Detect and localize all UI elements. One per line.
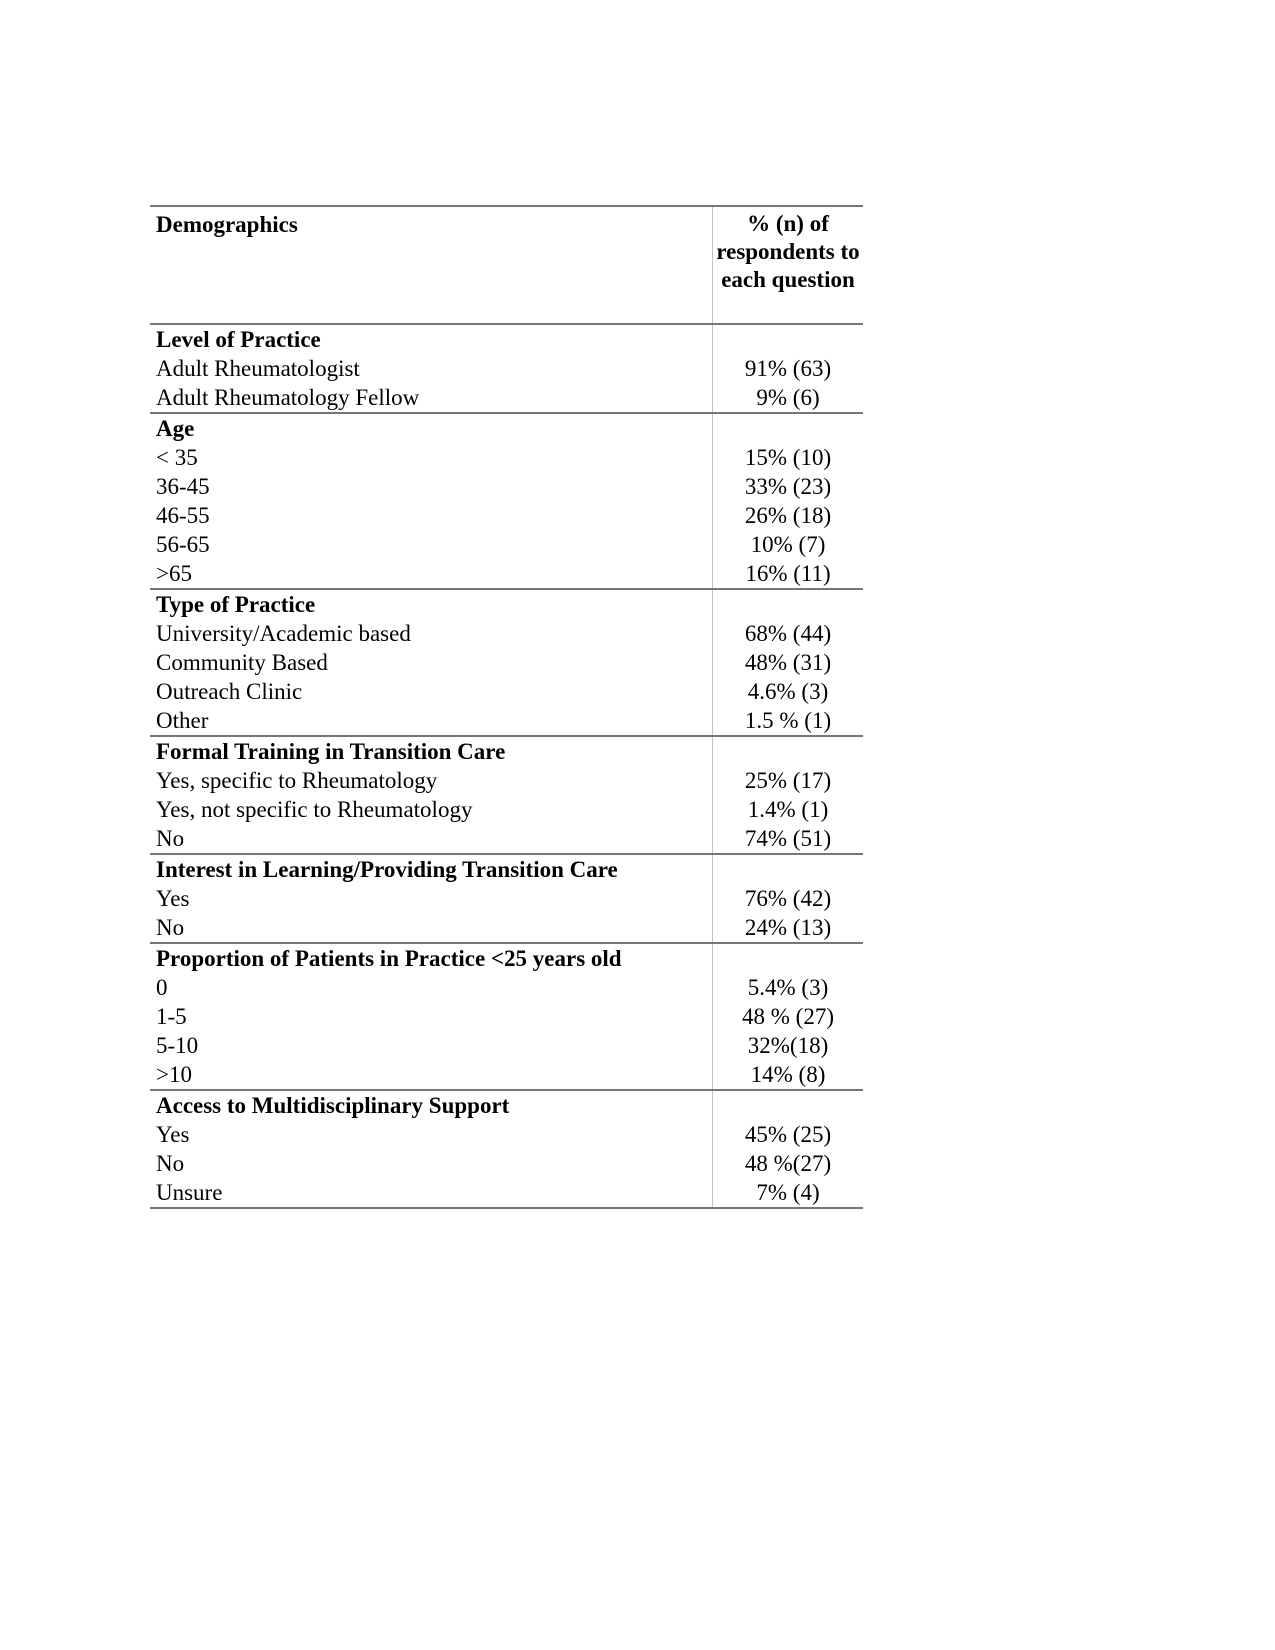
row-label: < 35 — [156, 445, 198, 470]
section-title: Access to Multidisciplinary Support — [156, 1093, 510, 1118]
row-label: University/Academic based — [156, 621, 411, 646]
row-value: 48% (31) — [712, 648, 863, 677]
row-value: 1.5 % (1) — [712, 706, 863, 735]
row-value: 91% (63) — [712, 354, 863, 383]
table-header-row — [150, 207, 863, 325]
row-value: 33% (23) — [712, 472, 863, 501]
table-row — [150, 530, 863, 559]
table-section — [150, 944, 863, 1091]
row-label: Community Based — [156, 650, 328, 675]
table-row — [150, 706, 863, 735]
row-value: 74% (51) — [712, 824, 863, 853]
row-label: 56-65 — [156, 532, 210, 557]
table-section — [150, 414, 863, 590]
demographics-table — [150, 205, 863, 1209]
row-label: 0 — [156, 975, 168, 1000]
section-title-row — [150, 737, 863, 766]
section-title-value-cell — [712, 1091, 863, 1120]
section-title-value-cell — [712, 590, 863, 619]
table-row — [150, 501, 863, 530]
table-body — [150, 325, 863, 1209]
row-value: 15% (10) — [712, 443, 863, 472]
row-label: 5-10 — [156, 1033, 199, 1058]
row-label: Other — [156, 708, 209, 733]
row-value: 68% (44) — [712, 619, 863, 648]
table-row — [150, 766, 863, 795]
table-row — [150, 677, 863, 706]
row-value: 76% (42) — [712, 884, 863, 913]
section-title-value-cell — [712, 325, 863, 354]
table-row — [150, 1178, 863, 1207]
row-value: 14% (8) — [712, 1060, 863, 1089]
row-label: 46-55 — [156, 503, 210, 528]
row-label: >10 — [156, 1062, 192, 1087]
row-label: No — [156, 915, 185, 940]
row-value: 26% (18) — [712, 501, 863, 530]
table-row — [150, 1060, 863, 1089]
table-row — [150, 559, 863, 588]
row-label: Unsure — [156, 1180, 223, 1205]
row-label: Yes, specific to Rheumatology — [156, 768, 438, 793]
section-title-row — [150, 414, 863, 443]
table-row — [150, 913, 863, 942]
row-value: 45% (25) — [712, 1120, 863, 1149]
section-title-row — [150, 325, 863, 354]
table-row — [150, 1149, 863, 1178]
table-row — [150, 884, 863, 913]
row-value: 24% (13) — [712, 913, 863, 942]
table-section — [150, 1091, 863, 1209]
table-row — [150, 973, 863, 1002]
header-respondents-label: % (n) of respondents to each question — [712, 207, 863, 323]
row-label: Adult Rheumatology Fellow — [156, 385, 420, 410]
row-label: 1-5 — [156, 1004, 187, 1029]
section-title-value-cell — [712, 944, 863, 973]
section-title: Interest in Learning/Providing Transition Care — [156, 857, 618, 882]
row-label: >65 — [156, 561, 192, 586]
row-label: Outreach Clinic — [156, 679, 303, 704]
row-value: 7% (4) — [712, 1178, 863, 1207]
table-row — [150, 472, 863, 501]
section-title-row — [150, 590, 863, 619]
table-row — [150, 443, 863, 472]
section-title: Type of Practice — [156, 592, 316, 617]
row-value: 5.4% (3) — [712, 973, 863, 1002]
table-row — [150, 383, 863, 412]
table-row — [150, 824, 863, 853]
row-label: Yes — [156, 886, 190, 911]
table-row — [150, 648, 863, 677]
row-label: Adult Rheumatologist — [156, 356, 360, 381]
row-value: 9% (6) — [712, 383, 863, 412]
table-section — [150, 590, 863, 737]
section-title-row — [150, 1091, 863, 1120]
table-row — [150, 1002, 863, 1031]
row-value: 48 %(27) — [712, 1149, 863, 1178]
section-title-row — [150, 855, 863, 884]
section-title-value-cell — [712, 414, 863, 443]
row-label: 36-45 — [156, 474, 210, 499]
table-row — [150, 1031, 863, 1060]
section-title: Level of Practice — [156, 327, 321, 352]
table-section — [150, 855, 863, 944]
table-row — [150, 795, 863, 824]
row-value: 48 % (27) — [712, 1002, 863, 1031]
table-row — [150, 619, 863, 648]
row-label: No — [156, 826, 185, 851]
row-label: Yes, not specific to Rheumatology — [156, 797, 473, 822]
section-title: Age — [156, 416, 195, 441]
section-title: Proportion of Patients in Practice <25 years old — [156, 946, 622, 971]
table-row — [150, 1120, 863, 1149]
row-value: 16% (11) — [712, 559, 863, 588]
row-value: 1.4% (1) — [712, 795, 863, 824]
section-title-value-cell — [712, 855, 863, 884]
row-value: 4.6% (3) — [712, 677, 863, 706]
table-row — [150, 354, 863, 383]
header-demographics-label: Demographics — [156, 212, 298, 237]
section-title-value-cell — [712, 737, 863, 766]
section-title-row — [150, 944, 863, 973]
section-title: Formal Training in Transition Care — [156, 739, 506, 764]
row-label: No — [156, 1151, 185, 1176]
row-value: 25% (17) — [712, 766, 863, 795]
table-section — [150, 737, 863, 855]
row-value: 32%(18) — [712, 1031, 863, 1060]
row-label: Yes — [156, 1122, 190, 1147]
row-value: 10% (7) — [712, 530, 863, 559]
table-section — [150, 325, 863, 414]
